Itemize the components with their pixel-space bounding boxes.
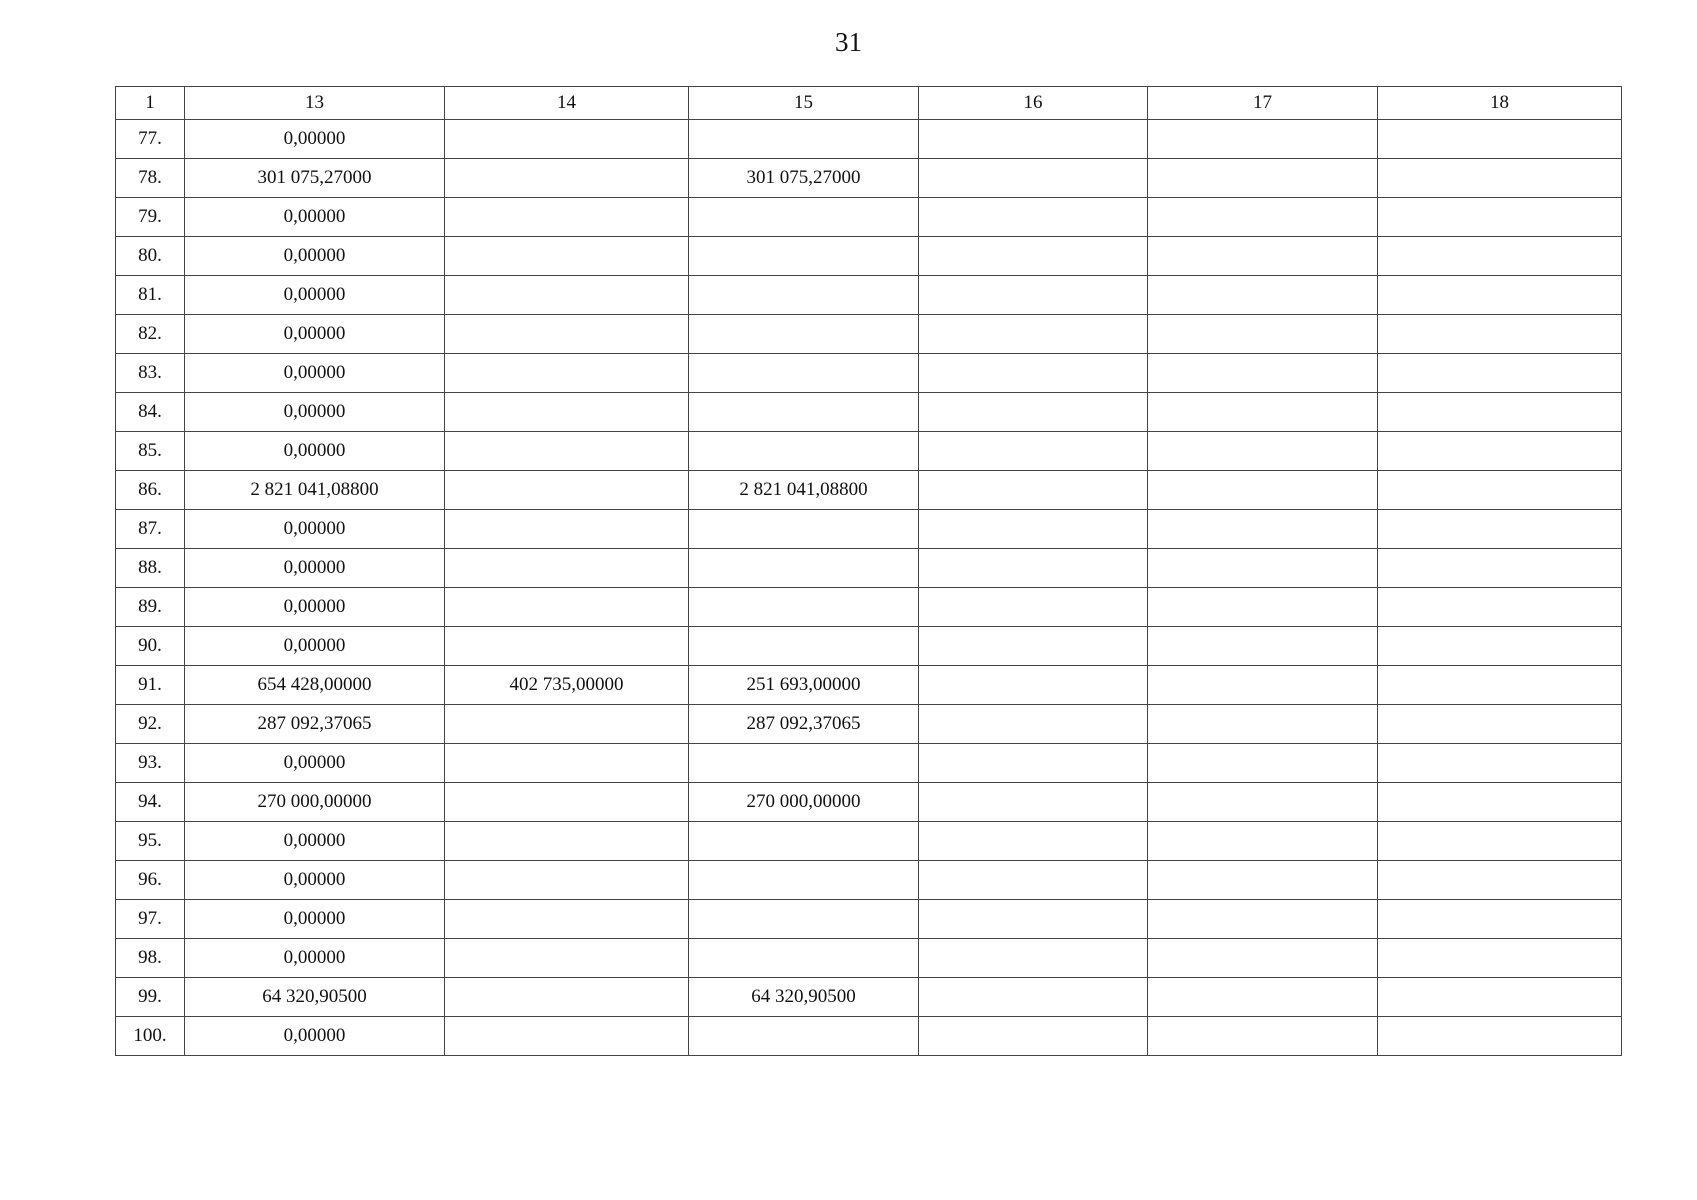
column-16-cell [919,705,1148,744]
column-16-cell [919,354,1148,393]
column-18-cell [1378,432,1622,471]
column-13-cell: 301 075,27000 [185,159,445,198]
column-13-cell: 0,00000 [185,861,445,900]
column-13-cell: 0,00000 [185,354,445,393]
column-15-cell: 287 092,37065 [689,705,919,744]
table-row [116,393,1622,432]
column-17-cell [1148,120,1378,159]
column-18-cell [1378,627,1622,666]
column-17-cell [1148,822,1378,861]
table-row [116,315,1622,354]
column-header: 15 [689,87,919,120]
column-17-cell [1148,549,1378,588]
table-row [116,822,1622,861]
row-number-cell: 79. [116,198,185,237]
column-header: 14 [445,87,689,120]
column-16-cell [919,393,1148,432]
row-number-cell: 85. [116,432,185,471]
column-14-cell [445,549,689,588]
row-number-cell: 95. [116,822,185,861]
column-18-cell [1378,1017,1622,1056]
column-17-cell [1148,159,1378,198]
row-number-cell: 84. [116,393,185,432]
column-14-cell [445,237,689,276]
column-15-cell: 64 320,90500 [689,978,919,1017]
column-header: 1 [116,87,185,120]
row-number-cell: 94. [116,783,185,822]
column-18-cell [1378,315,1622,354]
column-15-cell: 251 693,00000 [689,666,919,705]
column-18-cell [1378,705,1622,744]
column-17-cell [1148,627,1378,666]
column-15-cell [689,393,919,432]
column-15-cell [689,900,919,939]
column-18-cell [1378,549,1622,588]
row-number-cell: 78. [116,159,185,198]
table-row [116,627,1622,666]
column-17-cell [1148,432,1378,471]
column-18-cell [1378,666,1622,705]
column-16-cell [919,627,1148,666]
column-14-cell [445,822,689,861]
column-16-cell [919,159,1148,198]
column-18-cell [1378,744,1622,783]
column-16-cell [919,588,1148,627]
table-row [116,900,1622,939]
row-number-cell: 83. [116,354,185,393]
column-13-cell: 654 428,00000 [185,666,445,705]
column-18-cell [1378,939,1622,978]
column-13-cell: 64 320,90500 [185,978,445,1017]
column-16-cell [919,549,1148,588]
column-14-cell [445,315,689,354]
column-14-cell [445,159,689,198]
column-14-cell [445,744,689,783]
column-17-cell [1148,588,1378,627]
column-17-cell [1148,705,1378,744]
table-row [116,744,1622,783]
column-18-cell [1378,471,1622,510]
column-15-cell [689,432,919,471]
column-13-cell: 0,00000 [185,120,445,159]
column-18-cell [1378,822,1622,861]
column-14-cell [445,1017,689,1056]
column-15-cell [689,822,919,861]
column-13-cell: 0,00000 [185,510,445,549]
table-row [116,588,1622,627]
column-15-cell [689,237,919,276]
column-13-cell: 0,00000 [185,393,445,432]
table-row [116,861,1622,900]
column-17-cell [1148,900,1378,939]
column-18-cell [1378,159,1622,198]
column-13-cell: 0,00000 [185,315,445,354]
column-16-cell [919,237,1148,276]
row-number-cell: 87. [116,510,185,549]
column-14-cell [445,432,689,471]
row-number-cell: 93. [116,744,185,783]
column-16-cell [919,471,1148,510]
column-13-cell: 0,00000 [185,900,445,939]
row-number-cell: 80. [116,237,185,276]
column-header: 13 [185,87,445,120]
column-15-cell [689,1017,919,1056]
column-16-cell [919,939,1148,978]
column-16-cell [919,198,1148,237]
row-number-cell: 99. [116,978,185,1017]
column-18-cell [1378,900,1622,939]
column-14-cell [445,588,689,627]
row-number-cell: 97. [116,900,185,939]
column-15-cell [689,120,919,159]
column-16-cell [919,783,1148,822]
column-16-cell [919,315,1148,354]
column-14-cell [445,198,689,237]
column-15-cell [689,549,919,588]
column-16-cell [919,1017,1148,1056]
row-number-cell: 91. [116,666,185,705]
column-14-cell [445,393,689,432]
row-number-cell: 100. [116,1017,185,1056]
column-13-cell: 0,00000 [185,237,445,276]
column-18-cell [1378,198,1622,237]
column-17-cell [1148,1017,1378,1056]
column-17-cell [1148,861,1378,900]
table-row [116,471,1622,510]
row-number-cell: 88. [116,549,185,588]
column-header: 16 [919,87,1148,120]
column-13-cell: 0,00000 [185,1017,445,1056]
column-13-cell: 0,00000 [185,549,445,588]
column-16-cell [919,900,1148,939]
row-number-cell: 86. [116,471,185,510]
column-17-cell [1148,354,1378,393]
data-table [115,86,1622,1056]
column-16-cell [919,432,1148,471]
column-17-cell [1148,471,1378,510]
column-16-cell [919,276,1148,315]
row-number-cell: 90. [116,627,185,666]
column-15-cell: 301 075,27000 [689,159,919,198]
column-13-cell: 2 821 041,08800 [185,471,445,510]
column-17-cell [1148,978,1378,1017]
column-17-cell [1148,276,1378,315]
table-row [116,237,1622,276]
column-16-cell [919,861,1148,900]
column-13-cell: 0,00000 [185,939,445,978]
table-row [116,666,1622,705]
column-17-cell [1148,315,1378,354]
column-16-cell [919,744,1148,783]
column-15-cell [689,744,919,783]
row-number-cell: 77. [116,120,185,159]
table-row [116,354,1622,393]
column-17-cell [1148,510,1378,549]
column-14-cell [445,276,689,315]
column-17-cell [1148,783,1378,822]
table-row [116,159,1622,198]
column-18-cell [1378,237,1622,276]
column-13-cell: 0,00000 [185,198,445,237]
column-15-cell [689,276,919,315]
column-14-cell [445,900,689,939]
column-16-cell [919,978,1148,1017]
column-18-cell [1378,861,1622,900]
column-14-cell [445,939,689,978]
column-14-cell: 402 735,00000 [445,666,689,705]
column-15-cell [689,198,919,237]
column-16-cell [919,510,1148,549]
column-13-cell: 0,00000 [185,432,445,471]
column-14-cell [445,705,689,744]
column-15-cell [689,627,919,666]
column-15-cell [689,939,919,978]
column-18-cell [1378,276,1622,315]
column-13-cell: 0,00000 [185,744,445,783]
column-13-cell: 287 092,37065 [185,705,445,744]
table-body [116,120,1622,1056]
row-number-cell: 89. [116,588,185,627]
row-number-cell: 82. [116,315,185,354]
column-16-cell [919,666,1148,705]
table-row [116,549,1622,588]
column-14-cell [445,978,689,1017]
column-16-cell [919,120,1148,159]
column-15-cell [689,588,919,627]
column-14-cell [445,861,689,900]
table-row [116,510,1622,549]
column-15-cell [689,354,919,393]
column-header: 18 [1378,87,1622,120]
column-18-cell [1378,354,1622,393]
column-15-cell: 270 000,00000 [689,783,919,822]
column-17-cell [1148,744,1378,783]
column-17-cell [1148,393,1378,432]
row-number-cell: 92. [116,705,185,744]
column-18-cell [1378,978,1622,1017]
column-13-cell: 0,00000 [185,627,445,666]
table-row [116,432,1622,471]
table-row [116,198,1622,237]
column-17-cell [1148,666,1378,705]
column-14-cell [445,510,689,549]
column-14-cell [445,627,689,666]
row-number-cell: 96. [116,861,185,900]
column-17-cell [1148,198,1378,237]
column-15-cell [689,315,919,354]
column-18-cell [1378,783,1622,822]
column-14-cell [445,783,689,822]
column-15-cell: 2 821 041,08800 [689,471,919,510]
column-18-cell [1378,510,1622,549]
column-15-cell [689,861,919,900]
column-14-cell [445,471,689,510]
table-row [116,705,1622,744]
column-17-cell [1148,939,1378,978]
row-number-cell: 81. [116,276,185,315]
table-row [116,276,1622,315]
column-16-cell [919,822,1148,861]
row-number-cell: 98. [116,939,185,978]
column-17-cell [1148,237,1378,276]
column-header: 17 [1148,87,1378,120]
column-13-cell: 270 000,00000 [185,783,445,822]
table-row [116,783,1622,822]
column-13-cell: 0,00000 [185,276,445,315]
column-18-cell [1378,588,1622,627]
column-15-cell [689,510,919,549]
column-14-cell [445,354,689,393]
column-18-cell [1378,393,1622,432]
table-row [116,1017,1622,1056]
table-header-row [116,87,1622,120]
column-13-cell: 0,00000 [185,588,445,627]
column-13-cell: 0,00000 [185,822,445,861]
table-row [116,120,1622,159]
table-row [116,978,1622,1017]
table-row [116,939,1622,978]
column-18-cell [1378,120,1622,159]
column-14-cell [445,120,689,159]
page-number: 31 [835,27,862,57]
